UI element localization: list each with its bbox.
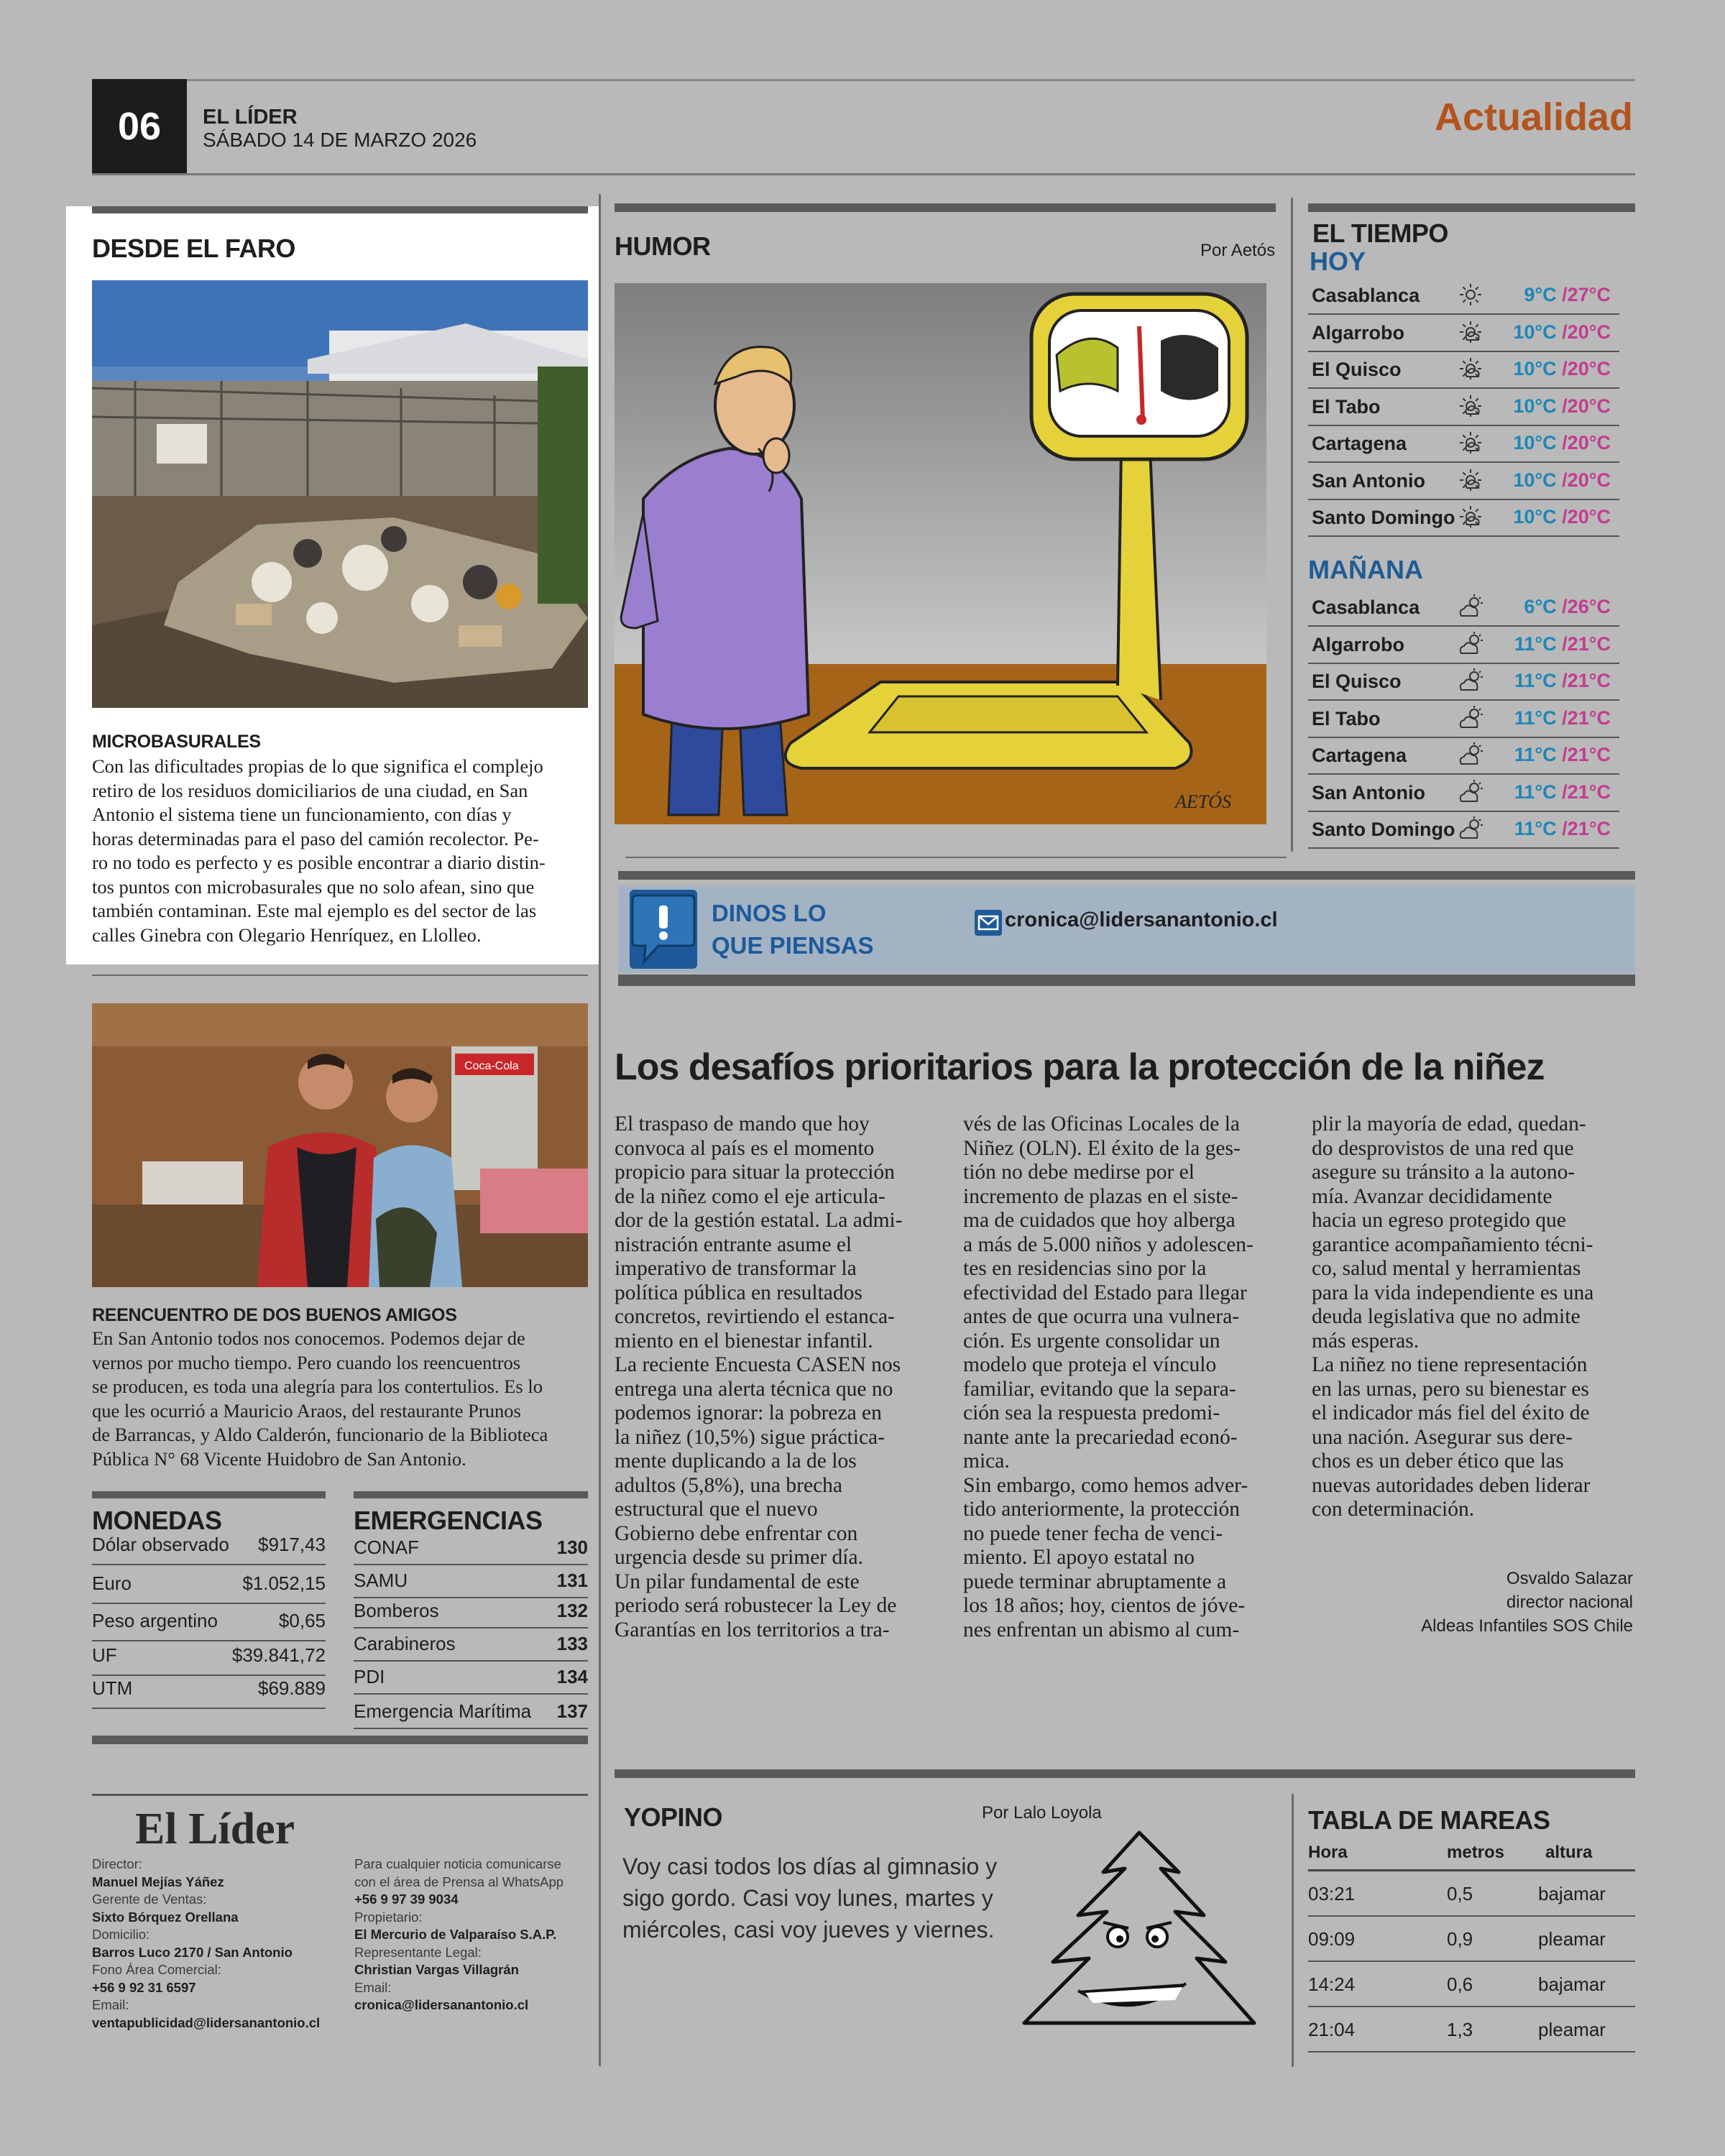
tide-height: pleamar <box>1538 1928 1606 1950</box>
service-number: 130 <box>556 1537 588 1558</box>
currency-label: Peso argentino <box>92 1610 218 1631</box>
temp-high: 21°C <box>1567 818 1611 839</box>
article-headline: Los desafíos prioritarios para la protección de la niñez <box>615 1046 1545 1088</box>
weather-row <box>1308 590 1619 627</box>
partly-sunny-icon <box>1457 392 1484 420</box>
cloud-sun-icon <box>1457 593 1484 620</box>
weather-row <box>1308 426 1619 463</box>
humor-heading: HUMOR <box>615 231 711 261</box>
yopino-byline: Por Lalo Loyola <box>982 1803 1102 1823</box>
tide-hour: 14:24 <box>1308 1973 1356 1995</box>
temp-separator: / <box>1556 744 1568 765</box>
weather-heading: EL TIEMPO <box>1312 218 1448 248</box>
temp-low: 11°C <box>1514 780 1557 803</box>
tide-row <box>1308 2007 1635 2053</box>
author-name: Osvaldo Salazar <box>1506 1569 1633 1588</box>
info-label: con el área de Prensa al WhatsApp <box>354 1874 564 1889</box>
temp-separator: / <box>1556 596 1568 617</box>
temp-low: 11°C <box>1514 818 1557 839</box>
weather-row <box>1308 352 1619 389</box>
article-column-3: plir la mayoría de edad, quedan- do desprovistos de una red que asegure su tránsito a la autono- mía. Avanzar decididamente hacia un egreso protegido que garantice acompañamiento técni- co, salud mental y herramientas para la vida independiente es una deuda legislativa que no admite más esperas. La niñez no tiene representación en las urnas, pero su bienestar es el indicador más fiel del éxito de una nación. Asegurar sus dere- chos es un deber ético que las nuevas autoridades deben liderar con determinación. <box>1312 1112 1594 1521</box>
paper-name: EL LÍDER <box>203 106 298 129</box>
currency-label: Euro <box>92 1572 132 1594</box>
temp-high: 20°C <box>1567 395 1611 417</box>
article-author <box>1421 1567 1633 1638</box>
cartoon-signature: AETÓS <box>1175 791 1231 812</box>
emergencias-row <box>354 1700 588 1729</box>
dinos-email-link[interactable]: cronica@lidersanantonio.cl <box>1005 908 1278 931</box>
weather-temp <box>1513 432 1611 454</box>
info-label: Propietario: <box>354 1909 423 1925</box>
info-value: Manuel Mejías Yáñez <box>92 1874 224 1889</box>
weather-temp <box>1524 284 1611 306</box>
weather-city: Cartagena <box>1312 745 1407 766</box>
tide-height: bajamar <box>1538 1973 1606 1995</box>
weather-city: Algarrobo <box>1312 633 1405 655</box>
temp-high: 21°C <box>1567 744 1611 765</box>
weather-city: El Tabo <box>1312 395 1381 418</box>
weather-city: Cartagena <box>1312 433 1407 454</box>
weather-row <box>1308 664 1619 701</box>
temp-separator: / <box>1556 506 1568 528</box>
service-number: 132 <box>556 1600 588 1621</box>
temp-high: 20°C <box>1567 321 1611 343</box>
temp-high: 20°C <box>1567 432 1611 453</box>
tide-height: bajamar <box>1538 1883 1606 1904</box>
amigos-line: se producen, es toda una alegría para los contertulios. Es lo <box>92 1376 543 1397</box>
currency-label: UTM <box>92 1677 133 1699</box>
amigos-line: En San Antonio todos nos conocemos. Podemos dejar de <box>92 1327 525 1349</box>
yopino-quote <box>622 1851 997 1945</box>
cloud-sun-icon <box>1457 667 1484 694</box>
temp-low: 10°C <box>1513 432 1557 453</box>
tides-heading: TABLA DE MAREAS <box>1308 1805 1550 1835</box>
weather-today-label: HOY <box>1310 247 1366 276</box>
weather-city: El Tabo <box>1312 707 1381 729</box>
faro-heading: DESDE EL FARO <box>92 234 295 263</box>
dinos-title <box>712 897 874 962</box>
temp-separator: / <box>1556 321 1568 343</box>
partly-sunny-icon <box>1457 466 1484 494</box>
weather-city: San Antonio <box>1312 469 1425 492</box>
amigos-line: vernos por mucho tiempo. Pero cuando los reencuentros <box>92 1351 521 1373</box>
monedas-row <box>92 1644 326 1676</box>
temp-low: 11°C <box>1514 706 1557 729</box>
article-column-2: vés de las Oficinas Locales de la Niñez (OLN). El éxito de la ges- tión no debe medirse por el incremento de plazas en el siste- ma de cuidados que hoy alberga a más de 5.000 niños y adolescen- tes en residencias sino por la efectividad del Estado para llegar antes de que ocurra una vulnera- ción. Es urgente consolidar un modelo que proteja el vínculo familiar, evitando que la separa- ción sea la respuesta predomi- nante ante la precariedad econó- mica. Sin embargo, como hemos adver- tido anteriormente, la protección no puede tener fecha de venci- miento. El apoyo estatal no puede terminar abruptamente a los 18 años; hoy, cientos de jóve- nes enfrentan un abismo al cum- <box>963 1112 1254 1641</box>
info-value: +56 9 92 31 6597 <box>92 1979 196 1995</box>
weather-row <box>1308 738 1619 775</box>
author-org: Aldeas Infantiles SOS Chile <box>1421 1616 1633 1636</box>
faro-line: calles Ginebra con Olegario Henríquez, en Llolleo. <box>92 923 482 946</box>
tides-header-row <box>1308 1841 1635 1871</box>
info-value: Barros Luco 2170 / San Antonio <box>92 1944 293 1960</box>
yopino-heading: YOPINO <box>624 1802 723 1832</box>
emergencias-row <box>354 1600 588 1628</box>
weather-temp <box>1514 633 1611 655</box>
amigos-line: Pública N° 68 Vicente Huidobro de San Antonio. <box>92 1447 466 1470</box>
temp-low: 11°C <box>1514 670 1557 691</box>
info-value: Sixto Bórquez Orellana <box>92 1909 239 1925</box>
emergencias-row <box>354 1666 588 1695</box>
weather-temp <box>1514 744 1611 766</box>
author-role: director nacional <box>1506 1593 1633 1612</box>
weather-row <box>1308 390 1619 426</box>
temp-high: 21°C <box>1567 632 1611 655</box>
service-number: 134 <box>556 1666 588 1687</box>
temp-high: 20°C <box>1567 469 1611 491</box>
weather-temp <box>1524 596 1611 618</box>
issue-date: SÁBADO 14 DE MARZO 2026 <box>203 129 477 151</box>
weather-temp <box>1513 358 1611 380</box>
weather-row <box>1308 812 1619 849</box>
service-label: Bomberos <box>354 1600 439 1621</box>
temp-low: 6°C <box>1524 596 1557 617</box>
info-value: cronica@lidersanantonio.cl <box>354 1997 529 2012</box>
yopino-tree-illustration <box>1010 1829 1261 2030</box>
weather-row <box>1308 315 1619 352</box>
temp-separator: / <box>1556 780 1568 803</box>
microbasural-photo <box>92 280 588 708</box>
info-label: Director: <box>92 1856 142 1871</box>
info-label: Fono Área Comercial: <box>92 1962 221 1977</box>
temp-low: 10°C <box>1513 395 1557 417</box>
cola-sign: Coca-Cola <box>464 1060 519 1072</box>
emergencias-row <box>354 1633 588 1662</box>
faro-caption-title: MICROBASURALES <box>92 732 261 752</box>
tides-meters-header: metros <box>1447 1843 1505 1862</box>
dinos-line1: DINOS LO <box>712 900 827 926</box>
faro-line: también contaminan. Este mal ejemplo es del sector de las <box>92 900 537 921</box>
weather-temp <box>1514 818 1611 840</box>
temp-separator: / <box>1556 284 1568 305</box>
info-label: Representante Legal: <box>354 1944 482 1960</box>
cloud-sun-icon <box>1457 741 1484 768</box>
tides-height-header: altura <box>1545 1843 1593 1862</box>
masthead-info-col1 <box>92 1856 336 2032</box>
weather-city: El Quisco <box>1312 671 1402 692</box>
emergencias-row <box>354 1537 588 1565</box>
cloud-sun-icon <box>1457 778 1484 806</box>
tides-hour-header: Hora <box>1308 1843 1348 1862</box>
amigos-line: que les ocurrió a Mauricio Araos, del restaurante Prunos <box>92 1399 521 1422</box>
amigos-caption-title: REENCUENTRO DE DOS BUENOS AMIGOS <box>92 1305 457 1325</box>
tide-meters: 1,3 <box>1447 2019 1473 2040</box>
temp-high: 21°C <box>1567 706 1611 729</box>
temp-separator: / <box>1556 818 1568 839</box>
weather-city: Casablanca <box>1312 285 1420 306</box>
currency-label: UF <box>92 1644 117 1666</box>
emergencias-row <box>354 1570 588 1598</box>
temp-separator: / <box>1556 706 1568 729</box>
temp-separator: / <box>1556 358 1568 379</box>
cloud-sun-icon <box>1457 815 1484 842</box>
temp-high: 21°C <box>1567 780 1611 803</box>
tide-row <box>1308 1917 1635 1962</box>
tide-hour: 21:04 <box>1308 2019 1356 2040</box>
temp-high: 20°C <box>1567 506 1611 528</box>
yopino-line: miércoles, casi voy jueves y viernes. <box>622 1917 995 1943</box>
temp-low: 11°C <box>1514 632 1557 655</box>
monedas-heading: MONEDAS <box>92 1506 222 1535</box>
yopino-line: sigo gordo. Casi voy lunes, martes y <box>622 1885 993 1911</box>
section-title: Actualidad <box>1434 96 1633 139</box>
temp-separator: / <box>1556 395 1568 417</box>
email-icon <box>975 910 1002 936</box>
exclamation-icon <box>630 890 697 969</box>
emergencias-heading: EMERGENCIAS <box>354 1506 543 1535</box>
service-label: Emergencia Marítima <box>354 1700 532 1722</box>
monedas-row <box>92 1610 326 1641</box>
currency-value: $39.841,72 <box>231 1644 326 1666</box>
currency-value: $917,43 <box>258 1534 326 1555</box>
info-label: Para cualquier noticia comunicarse <box>354 1856 561 1871</box>
service-number: 137 <box>556 1700 588 1722</box>
temp-low: 10°C <box>1513 358 1557 379</box>
info-label: Gerente de Ventas: <box>92 1892 207 1907</box>
currency-label: Dólar observado <box>92 1534 229 1555</box>
monedas-row <box>92 1572 326 1604</box>
weather-city: Santo Domingo <box>1312 819 1455 840</box>
tide-meters: 0,5 <box>1447 1883 1473 1904</box>
temp-high: 27°C <box>1567 284 1611 305</box>
partly-sunny-icon <box>1457 318 1484 346</box>
temp-separator: / <box>1556 670 1568 691</box>
info-label: Domicilio: <box>92 1927 150 1942</box>
temp-low: 11°C <box>1514 744 1557 765</box>
service-label: SAMU <box>354 1570 408 1591</box>
service-number: 131 <box>556 1570 588 1591</box>
weather-city: El Quisco <box>1312 359 1402 380</box>
humor-byline: Por Aetós <box>1200 241 1276 260</box>
temp-low: 10°C <box>1513 321 1557 343</box>
faro-line: Antonio el sistema tiene un funcionamiento, con días y <box>92 803 512 825</box>
weather-city: Santo Domingo <box>1312 507 1455 528</box>
temp-separator: / <box>1556 432 1568 453</box>
temp-high: 20°C <box>1567 358 1611 379</box>
friends-photo <box>92 1003 588 1287</box>
temp-high: 26°C <box>1567 596 1611 617</box>
faro-line: retiro de los residuos domiciliarios de una ciudad, en San <box>92 779 528 801</box>
monedas-row <box>92 1534 326 1565</box>
service-label: CONAF <box>354 1537 419 1558</box>
tide-meters: 0,9 <box>1447 1928 1473 1950</box>
weather-city: San Antonio <box>1312 781 1425 803</box>
service-number: 133 <box>556 1633 588 1654</box>
tide-hour: 09:09 <box>1308 1928 1356 1950</box>
service-label: PDI <box>354 1666 385 1687</box>
weather-temp <box>1513 506 1611 528</box>
weather-row <box>1308 500 1619 537</box>
weather-row <box>1308 775 1619 812</box>
faro-line: Con las dificultades propias de lo que significa el complejo <box>92 755 543 777</box>
faro-line: horas determinadas para el paso del camión recolector. Pe- <box>92 827 539 849</box>
humor-cartoon <box>615 283 1266 824</box>
masthead-info-col2 <box>354 1856 599 2014</box>
temp-low: 9°C <box>1524 284 1557 305</box>
weather-city: Algarrobo <box>1312 321 1405 344</box>
tide-meters: 0,6 <box>1447 1973 1473 1995</box>
amigos-caption-text <box>92 1327 602 1471</box>
faro-caption-text <box>92 755 595 947</box>
yopino-line: Voy casi todos los días al gimnasio y <box>622 1853 998 1879</box>
weather-temp <box>1513 395 1611 418</box>
temp-low: 10°C <box>1513 469 1557 491</box>
partly-sunny-icon <box>1457 503 1484 530</box>
weather-tomorrow-label: MAÑANA <box>1308 555 1423 584</box>
weather-temp <box>1513 321 1611 344</box>
cloud-sun-icon <box>1457 630 1484 658</box>
currency-value: $69.889 <box>258 1677 326 1699</box>
cloud-sun-icon <box>1457 704 1484 732</box>
info-value: El Mercurio de Valparaíso S.A.P. <box>354 1927 557 1942</box>
temp-separator: / <box>1556 469 1568 491</box>
article-column-1: El traspaso de mando que hoy convoca al país es el momento propicio para situar la protección de la niñez como el eje articula- dor de la gestión estatal. La admi- nistración entrante asume el imperativo de transformar la política pública en resultados concretos, revirtiendo el estanca- miento en el bienestar infantil. La reciente Encuesta CASEN nos entrega una alerta técnica que no podemos ignorar: la pobreza en la niñez (10,5%) sigue práctica- mente duplicando a la de los adultos (5,8%), una brecha estructural que el nuevo Gobierno debe enfrentar con urgencia desde su primer día. Un pilar fundamental de este periodo será robustecer la Ley de Garantías en los territorios a tra- <box>615 1112 903 1641</box>
currency-value: $0,65 <box>278 1610 326 1631</box>
tide-height: pleamar <box>1538 2019 1606 2040</box>
info-value: +56 9 97 39 9034 <box>354 1892 459 1907</box>
faro-line: tos puntos con microbasurales que no solo afean, sino que <box>92 875 535 898</box>
masthead-logo: El Líder <box>135 1805 295 1853</box>
monedas-row <box>92 1677 326 1709</box>
dinos-line2: QUE PIENSAS <box>712 932 874 959</box>
info-value: Christian Vargas Villagrán <box>354 1962 519 1977</box>
weather-temp <box>1514 707 1611 729</box>
weather-row <box>1308 278 1619 315</box>
sun-icon <box>1457 281 1484 308</box>
faro-line: ro no todo es perfecto y es posible encontrar a diario distin- <box>92 852 546 873</box>
tide-row <box>1308 1871 1635 1917</box>
weather-temp <box>1514 670 1611 692</box>
weather-row <box>1308 701 1619 738</box>
partly-sunny-icon <box>1457 429 1484 456</box>
temp-low: 10°C <box>1513 506 1557 528</box>
info-label: Email: <box>92 1997 129 2012</box>
partly-sunny-icon <box>1457 355 1484 382</box>
temp-high: 21°C <box>1567 670 1611 691</box>
tide-hour: 03:21 <box>1308 1883 1356 1904</box>
weather-city: Casablanca <box>1312 596 1420 618</box>
weather-row <box>1308 464 1619 500</box>
weather-row <box>1308 627 1619 664</box>
page-number: 06 <box>92 79 187 174</box>
tide-row <box>1308 1962 1635 2007</box>
info-value: ventapublicidad@lidersanantonio.cl <box>92 2014 321 2030</box>
weather-temp <box>1514 781 1611 803</box>
info-label: Email: <box>354 1979 392 1995</box>
amigos-line: de Barrancas, y Aldo Calderón, funcionario de la Biblioteca <box>92 1424 548 1445</box>
currency-value: $1.052,15 <box>242 1572 326 1594</box>
weather-temp <box>1513 469 1611 492</box>
temp-separator: / <box>1556 632 1568 655</box>
service-label: Carabineros <box>354 1633 456 1654</box>
